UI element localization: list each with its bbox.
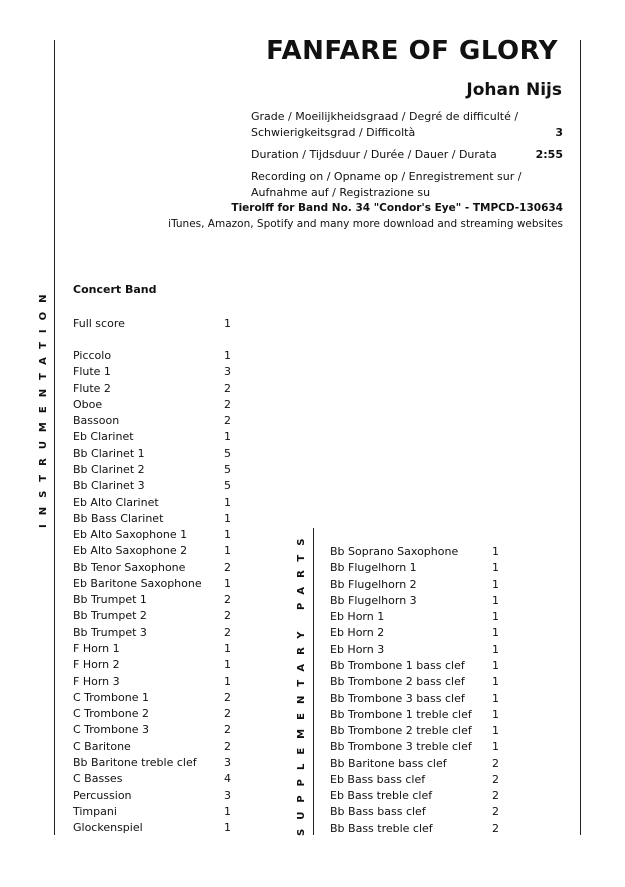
part-name: Bb Trombone 2 treble clef: [330, 724, 472, 737]
part-quantity: 2: [492, 805, 499, 818]
part-name: Bb Soprano Saxophone: [330, 545, 459, 558]
part-quantity: 2: [224, 626, 231, 639]
part-name: Bb Tenor Saxophone: [73, 561, 186, 574]
piece-title: FANFARE OF GLORY: [266, 36, 558, 66]
part-name: Eb Bass treble clef: [330, 789, 433, 802]
part-quantity: 1: [492, 643, 499, 656]
recording-label-line1: Recording on / Opname op / Enregistrement sur /: [251, 170, 522, 183]
part-quantity: 1: [224, 496, 231, 509]
part-quantity: 1: [224, 528, 231, 541]
supplementary-parts-vertical-label: SUPPLEMENTARY PARTS: [296, 529, 307, 836]
part-name: Eb Alto Saxophone 1: [73, 528, 188, 541]
part-name: F Horn 2: [73, 658, 120, 671]
part-name: Bb Clarinet 1: [73, 447, 145, 460]
part-quantity: 2: [224, 398, 231, 411]
part-quantity: 4: [224, 772, 231, 785]
part-quantity: 2: [492, 757, 499, 770]
part-quantity: 1: [224, 512, 231, 525]
concert-band-heading: Concert Band: [73, 283, 157, 296]
part-name: C Trombone 1: [73, 691, 149, 704]
part-quantity: 1: [492, 578, 499, 591]
part-name: Piccolo: [73, 349, 112, 362]
part-quantity: 1: [492, 545, 499, 558]
part-quantity: 1: [224, 349, 231, 362]
part-name: Bb Trumpet 1: [73, 593, 147, 606]
part-name: Glockenspiel: [73, 821, 143, 834]
part-name: F Horn 3: [73, 675, 120, 688]
part-quantity: 1: [224, 642, 231, 655]
part-name: Percussion: [73, 789, 132, 802]
instrumentation-vertical-label: INSTRUMENTATION: [38, 285, 49, 528]
part-quantity: 1: [224, 805, 231, 818]
part-quantity: 2: [224, 414, 231, 427]
recording-availability: iTunes, Amazon, Spotify and many more download and streaming websites: [168, 218, 563, 230]
part-name: Flute 2: [73, 382, 111, 395]
part-name: Eb Baritone Saxophone: [73, 577, 202, 590]
part-name: Timpani: [73, 805, 117, 818]
right-divider: [580, 40, 581, 835]
part-quantity: 1: [224, 577, 231, 590]
part-name: C Trombone 2: [73, 707, 149, 720]
part-name: Bb Baritone bass clef: [330, 757, 447, 770]
part-name: Bb Bass treble clef: [330, 822, 433, 835]
part-quantity: 2: [224, 593, 231, 606]
part-quantity: 3: [224, 365, 231, 378]
part-name: Bb Flugelhorn 2: [330, 578, 417, 591]
part-name: Flute 1: [73, 365, 111, 378]
part-quantity: 3: [224, 756, 231, 769]
part-name: F Horn 1: [73, 642, 120, 655]
part-quantity: 5: [224, 463, 231, 476]
grade-value: 3: [555, 126, 563, 139]
part-quantity: 2: [224, 561, 231, 574]
recording-album: Tierolff for Band No. 34 "Condor's Eye" - TMPCD-130634: [231, 202, 563, 214]
part-name: Eb Alto Clarinet: [73, 496, 159, 509]
part-quantity: 1: [492, 692, 499, 705]
part-quantity: 1: [224, 821, 231, 834]
part-name: Bassoon: [73, 414, 120, 427]
part-name: Full score: [73, 317, 125, 330]
recording-label-line2: Aufnahme auf / Registrazione su: [251, 186, 431, 199]
part-name: Bb Trumpet 2: [73, 609, 147, 622]
part-quantity: 1: [492, 626, 499, 639]
part-quantity: 2: [224, 691, 231, 704]
duration-label: Duration / Tijdsduur / Durée / Dauer / Durata: [251, 148, 497, 161]
part-quantity: 1: [492, 561, 499, 574]
part-quantity: 1: [224, 544, 231, 557]
part-quantity: 2: [224, 723, 231, 736]
grade-label-line2: Schwierigkeitsgrad / Difficoltà: [251, 126, 416, 139]
part-name: C Trombone 3: [73, 723, 149, 736]
part-name: Bb Flugelhorn 3: [330, 594, 417, 607]
part-quantity: 5: [224, 447, 231, 460]
part-quantity: 1: [492, 675, 499, 688]
composer-name: Johan Nijs: [466, 80, 562, 100]
part-name: Bb Trombone 3 treble clef: [330, 740, 472, 753]
part-quantity: 1: [492, 724, 499, 737]
part-name: Bb Baritone treble clef: [73, 756, 197, 769]
part-quantity: 2: [224, 382, 231, 395]
part-quantity: 2: [492, 822, 499, 835]
duration-value: 2:55: [535, 148, 563, 161]
part-quantity: 2: [224, 609, 231, 622]
part-name: Eb Alto Saxophone 2: [73, 544, 188, 557]
part-name: Bb Flugelhorn 1: [330, 561, 417, 574]
part-quantity: 3: [224, 789, 231, 802]
part-name: C Basses: [73, 772, 123, 785]
left-divider: [54, 40, 55, 835]
part-name: Bb Clarinet 2: [73, 463, 145, 476]
part-name: Bb Trumpet 3: [73, 626, 147, 639]
part-name: Oboe: [73, 398, 103, 411]
part-name: Bb Trombone 3 bass clef: [330, 692, 465, 705]
part-name: Eb Clarinet: [73, 430, 134, 443]
part-name: Eb Horn 3: [330, 643, 385, 656]
part-name: Bb Trombone 2 bass clef: [330, 675, 465, 688]
part-name: Bb Bass bass clef: [330, 805, 426, 818]
part-name: Eb Horn 1: [330, 610, 385, 623]
supplementary-divider: [313, 528, 314, 835]
part-name: C Baritone: [73, 740, 131, 753]
part-quantity: 2: [492, 773, 499, 786]
part-quantity: 1: [224, 675, 231, 688]
part-quantity: 1: [492, 659, 499, 672]
part-name: Bb Trombone 1 treble clef: [330, 708, 472, 721]
part-name: Bb Clarinet 3: [73, 479, 145, 492]
part-quantity: 1: [492, 594, 499, 607]
part-quantity: 2: [224, 707, 231, 720]
part-quantity: 1: [492, 708, 499, 721]
part-quantity: 1: [224, 317, 231, 330]
part-quantity: 1: [224, 658, 231, 671]
part-quantity: 1: [492, 740, 499, 753]
part-name: Bb Bass Clarinet: [73, 512, 164, 525]
grade-label-line1: Grade / Moeilijkheidsgraad / Degré de difficulté /: [251, 110, 519, 123]
part-name: Eb Horn 2: [330, 626, 385, 639]
part-quantity: 1: [224, 430, 231, 443]
part-name: Bb Trombone 1 bass clef: [330, 659, 465, 672]
part-name: Eb Bass bass clef: [330, 773, 426, 786]
part-quantity: 2: [224, 740, 231, 753]
part-quantity: 2: [492, 789, 499, 802]
part-quantity: 1: [492, 610, 499, 623]
part-quantity: 5: [224, 479, 231, 492]
